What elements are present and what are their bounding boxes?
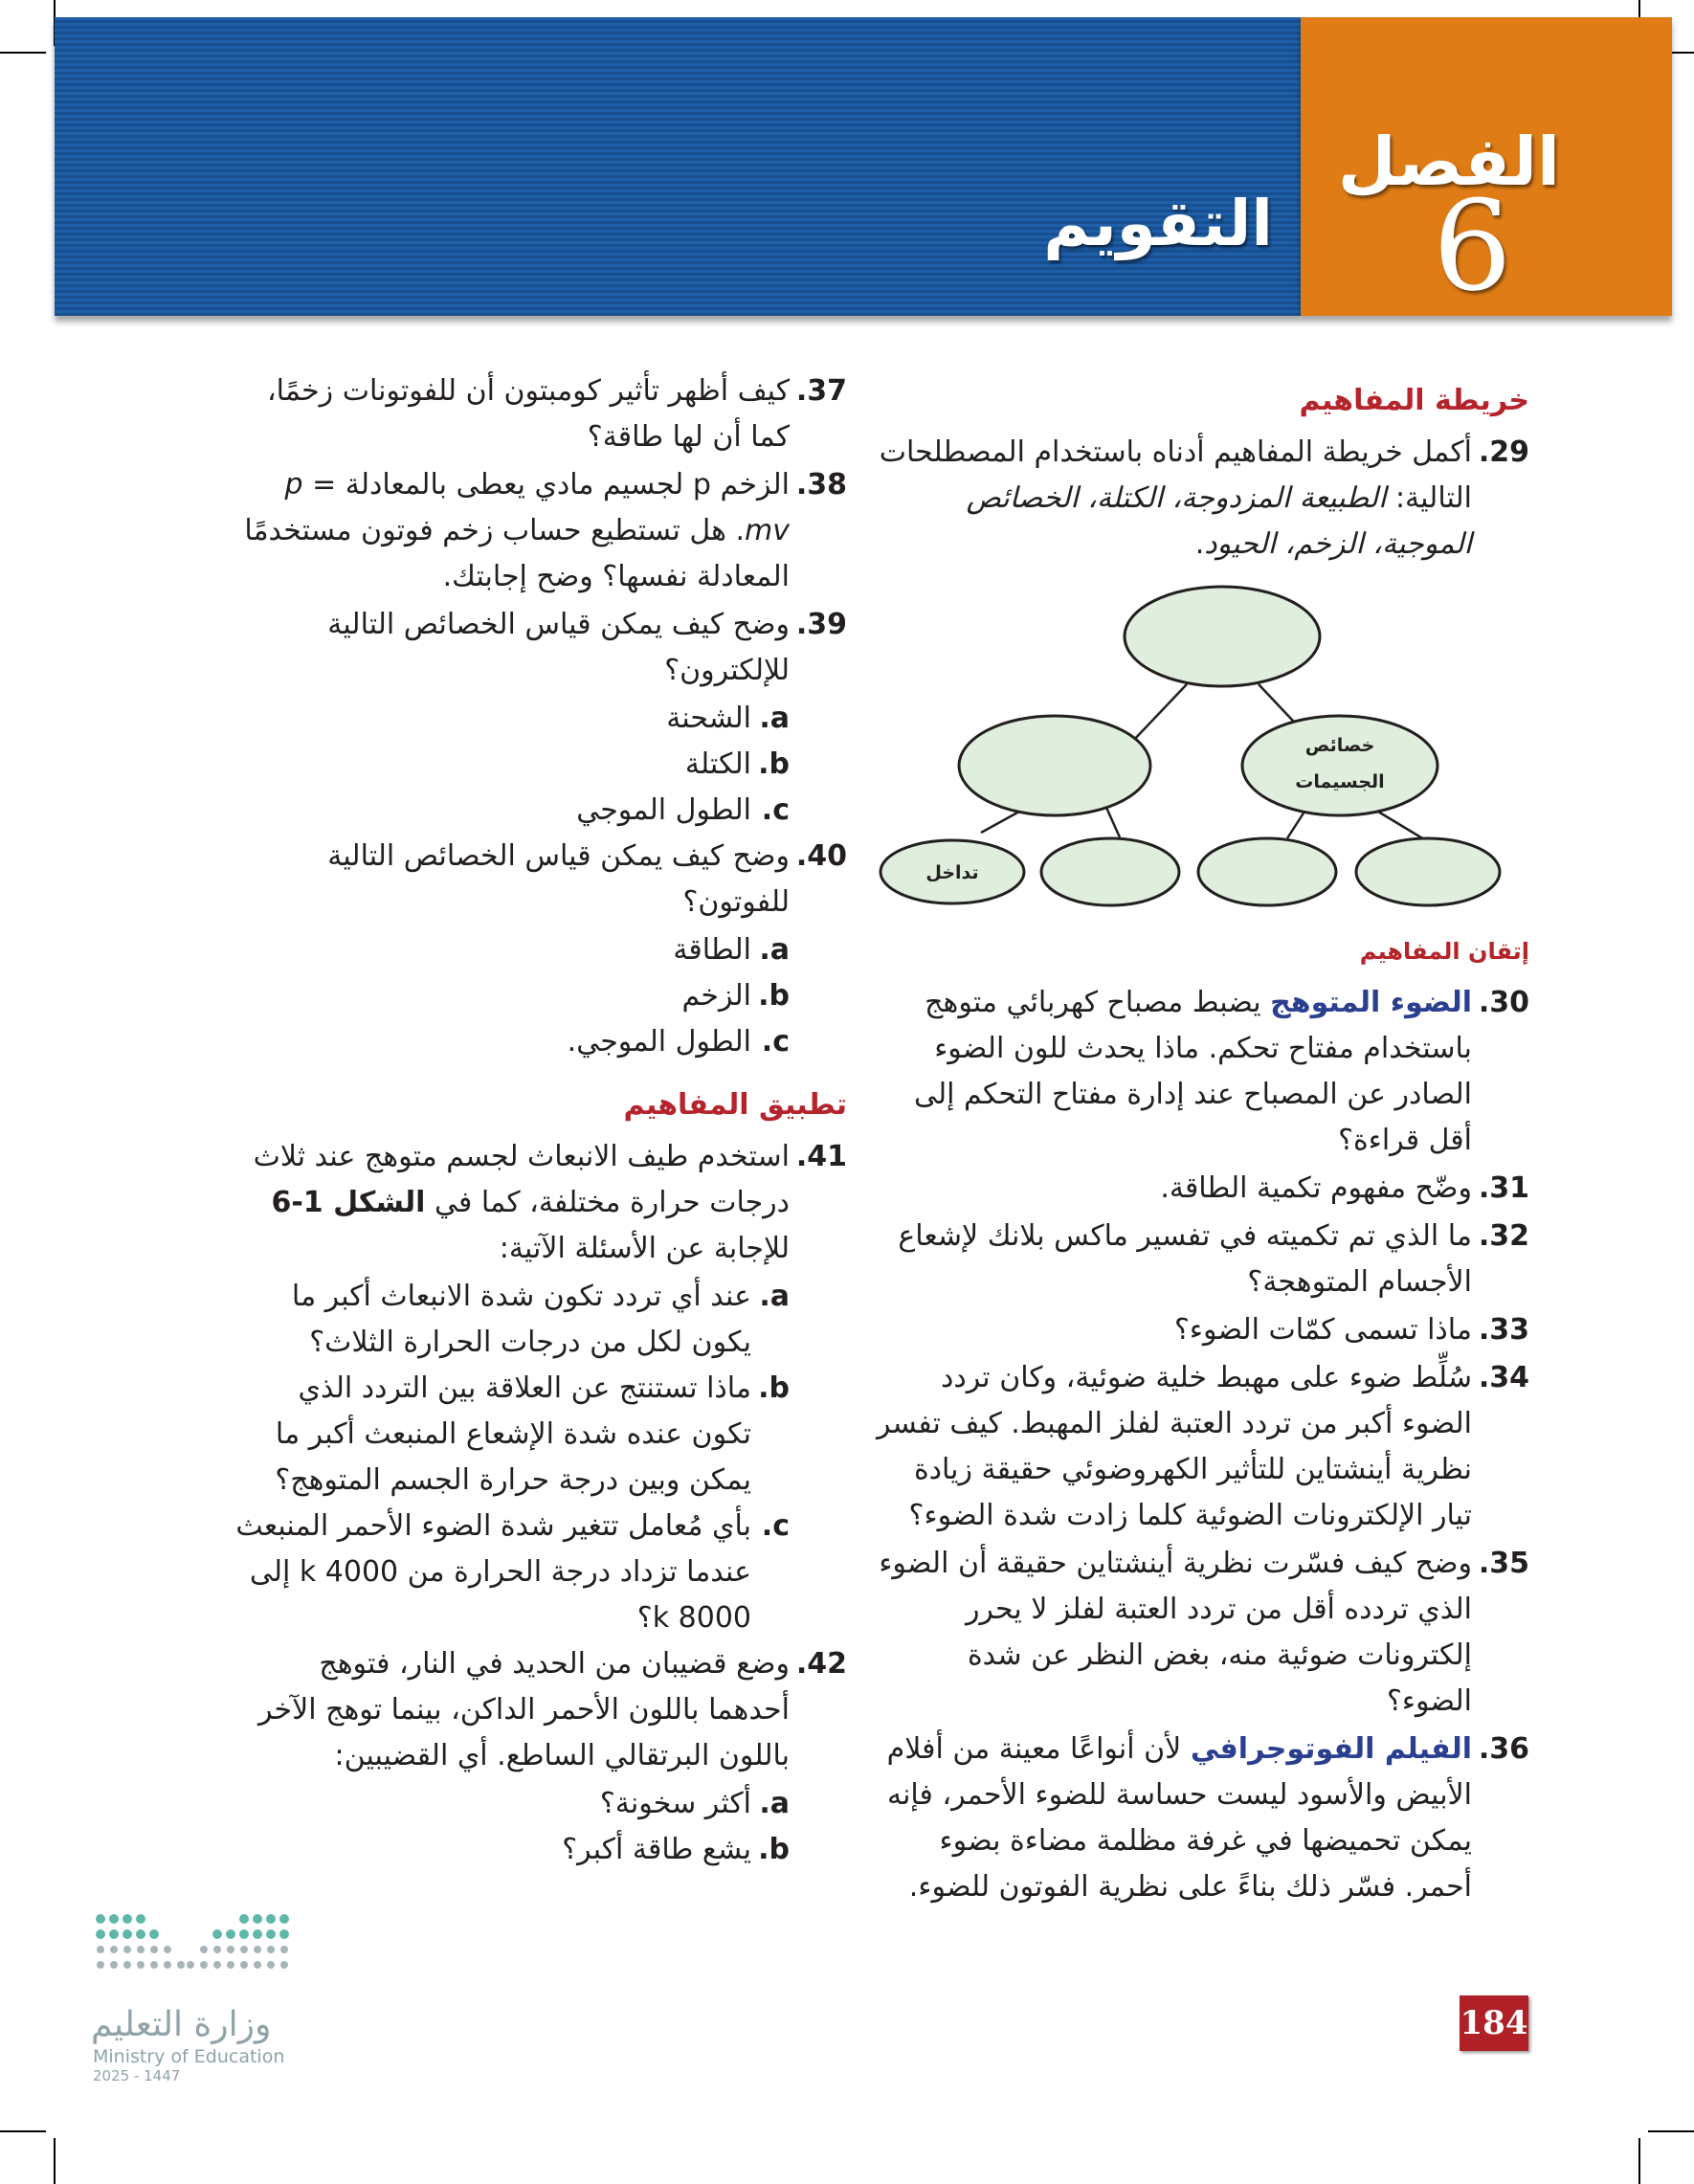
map-node-empty (1198, 838, 1336, 905)
question-35: 35. وضح كيف فسّرت نظرية أينشتاين حقيقة أن الضوء الذي تردده أقل من تردد العتبة لفلز لا يحرر إلكترونات ضوئية منه، بغض النظر عن شدة الضوء؟ (879, 1547, 1529, 1718)
map-label-interference: تداخل (925, 862, 979, 883)
crop-mark (0, 2130, 46, 2132)
page-number: 184 (1460, 1995, 1528, 2051)
map-node-left (959, 716, 1150, 815)
section-heading-application: تطبيق المفاهيم (623, 1088, 847, 1122)
question-30: 30. الضوء المتوهج يضبط مصباح كهربائي متوهج باستخدام مفتاح تحكم. ماذا يحدث للون الضوء الصادر عن المصباح عند إدارة مفتاح التحكم إلى أقل قراءة؟ (913, 986, 1529, 1157)
list-item: b. ماذا تستنتج عن العلاقة بين التردد الذي تكون عنده شدة الإشعاع المنبعث أكبر ما يمكن وبين درجة حرارة الجسم المتوهج؟ (275, 1371, 790, 1497)
right-column (876, 378, 1529, 569)
list-item: b. يشع طاقة أكبر؟ (562, 1833, 790, 1866)
question-31: 31. وضّح مفهوم تكمية الطاقة. (1160, 1171, 1529, 1205)
chapter-label: الفصل (1337, 123, 1560, 201)
list-item: a. الطاقة (673, 933, 790, 967)
question-42: 42. وضع قضيبان من الحديد في النار، فتوهج أحدهما باللون الأحمر الداكن، بينما توهج الآخر باللون البرتقالي الساطع. أي القضيبين: (258, 1647, 847, 1772)
map-node-empty (1041, 838, 1179, 905)
crop-mark (54, 2138, 56, 2184)
ministry-name-ar: وزارة التعليم (91, 2005, 272, 2044)
figure-reference: الشكل 1-6 (271, 1186, 426, 1219)
section-heading-mastery: إتقان المفاهيم (1359, 938, 1529, 965)
question-32: 32. ما الذي تم تكميته في تفسير ماكس بلانك لإشعاع الأجسام المتوهجة؟ (898, 1219, 1529, 1299)
list-item: b. الزخم (681, 979, 790, 1013)
question-37: 37. كيف أظهر تأثير كومبتون أن للفوتونات زخمًا، كما أن لها طاقة؟ (266, 374, 847, 454)
list-item: c. بأي مُعامل تتغير شدة الضوء الأحمر المنبعث عندما تزداد درجة الحرارة من 4000 k إلى 8000 k؟ (235, 1509, 790, 1635)
crop-mark (1638, 2138, 1640, 2184)
question-34: 34. سُلِّط ضوء على مهبط خلية ضوئية، وكان تردد الضوء أكبر من تردد العتبة لفلز المهبط. كيف تفسر نظرية أينشتاين للتأثير الكهروضوئي حقيقة زيادة تيار الإلكترونات الضوئية كلما زادت شدة الضوء؟ (876, 1361, 1529, 1532)
right-column-lower (876, 928, 1529, 1912)
section-heading-concept-map: خريطة المفاهيم (1299, 384, 1529, 417)
map-node-particle-properties (1242, 716, 1438, 815)
header-banner (55, 17, 1301, 316)
question-40: 40. وضح كيف يمكن قياس الخصائص التالية للفوتون؟ (327, 839, 847, 919)
ministry-name-en: Ministry of Education (93, 2046, 285, 2067)
map-label-particle-2: الجسيمات (1295, 771, 1385, 792)
question-33: 33. ماذا تسمى كمّات الضوء؟ (1173, 1313, 1529, 1347)
equation: p = mv (284, 468, 790, 547)
question-39: 39. وضح كيف يمكن قياس الخصائص التالية للإلكترون؟ (327, 608, 847, 687)
ministry-dots-icon (91, 1909, 311, 1981)
list-item: a. أكثر سخونة؟ (599, 1787, 790, 1820)
crop-mark (0, 52, 46, 54)
question-29: 29. أكمل خريطة المفاهيم أدناه باستخدام المصطلحات التالية: الطبيعة المزدوجة، الكتلة، الخصائص الموجية، الزخم، الحيود. (879, 435, 1529, 561)
left-column (234, 368, 847, 1873)
list-item: a. عند أي تردد تكون شدة الانبعاث أكبر ما يكون لكل من درجات الحرارة الثلاث؟ (291, 1280, 790, 1359)
map-label-particle-1: خصائص (1304, 735, 1375, 756)
map-node-top (1125, 587, 1320, 686)
question-41: 41. استخدم طيف الانبعاث لجسم متوهج عند ثلاث درجات حرارة مختلفة، كما في الشكل 1-6 للإجابة عن الأسئلة الآتية: (253, 1140, 847, 1265)
terms-list: الطبيعة المزدوجة، الكتلة، الخصائص الموجية، الزخم، الحيود (966, 481, 1472, 561)
list-item: b. الكتلة (684, 747, 790, 781)
chapter-number: 6 (1433, 173, 1512, 319)
crop-mark (1648, 2130, 1694, 2132)
map-link (1287, 812, 1304, 838)
concept-map (876, 574, 1546, 919)
map-node-empty (1356, 838, 1500, 905)
question-38: 38. الزخم p لجسيم مادي يعطى بالمعادلة p = mv. هل تستطيع حساب زخم فوتون مستخدمًا المعادلة نفسها؟ وضح إجابتك. (244, 468, 847, 593)
list-item: c. الطول الموجي (576, 793, 790, 827)
list-item: a. الشحنة (666, 702, 790, 735)
page-title: التقويم (1043, 187, 1273, 260)
map-link (1132, 684, 1187, 742)
ministry-year: 2025 - 1447 (93, 2067, 181, 2084)
list-item: c. الطول الموجي. (567, 1025, 790, 1059)
ministry-logo (91, 1909, 321, 2082)
question-36: 36. الفيلم الفوتوجرافي لأن أنواعًا معينة من أفلام الأبيض والأسود ليست حساسة للضوء الأحمر، فإنه يمكن تحميضها في غرفة مظلمة مضاءة بضوء أحمر. فسّر ذلك بناءً على نظرية الفوتون للضوء. (886, 1732, 1529, 1904)
